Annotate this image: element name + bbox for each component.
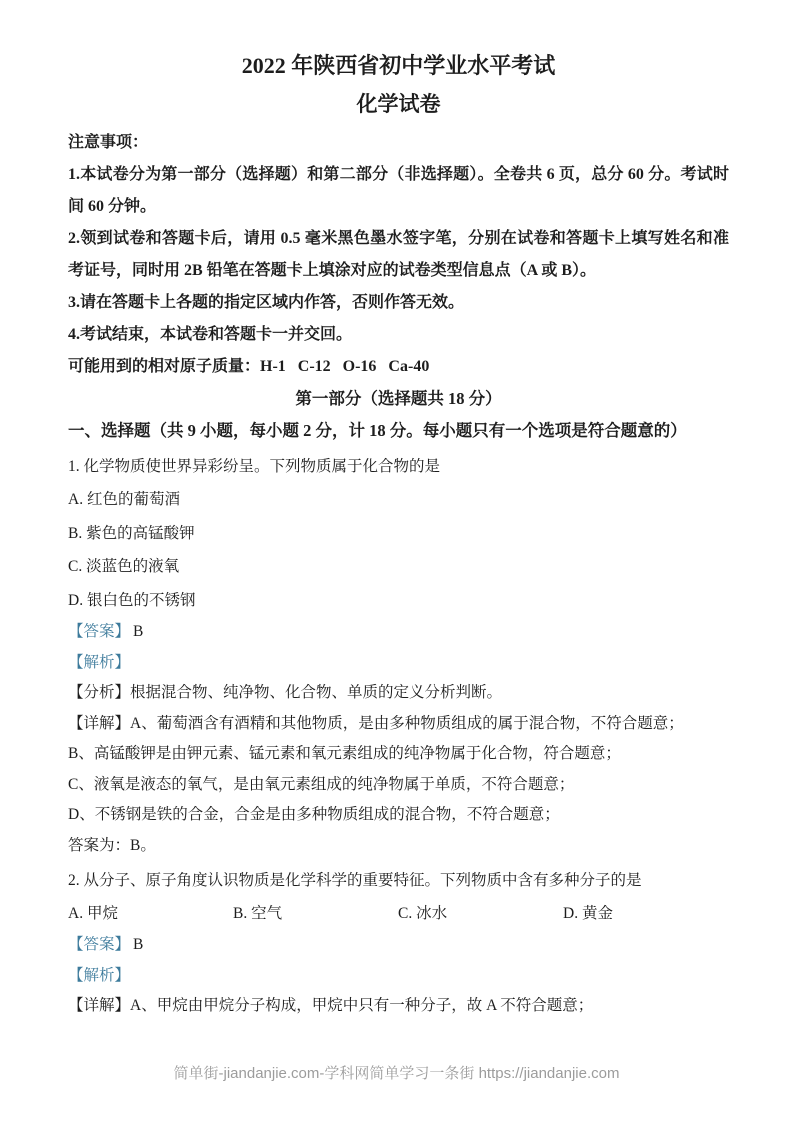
question-1-option-a: A. 红色的葡萄酒 (68, 491, 180, 508)
notice-item-2: 2.领到试卷和答题卡后，请用 0.5 毫米黑色墨水签字笔，分别在试卷和答题卡上填写姓名和准考证号，同时用 2B 铅笔在答题卡上填涂对应的试卷类型信息点（A 或 B）。 (68, 230, 729, 279)
question-2-stem: 2. 从分子、原子角度认识物质是化学科学的重要特征。下列物质中含有多种分子的是 (68, 872, 642, 889)
question-2 (68, 864, 729, 1022)
answer-label: 【答案】 (68, 936, 131, 953)
question-1-option-d: D. 银白色的不锈钢 (68, 591, 196, 609)
analysis-label: 【解析】 (68, 653, 131, 671)
atomic-masses-line: 可能用到的相对原子质量：H-1 C-12 O-16 Ca-40 (68, 358, 430, 375)
question-1-explanation-line-1: 【分析】根据混合物、纯净物、化合物、单质的定义分析判断。 (68, 684, 503, 701)
question-2-explanation-line-1: 【详解】A、甲烷由甲烷分子构成，甲烷中只有一种分子，故 A 不符合题意； (68, 997, 594, 1014)
question-1-explanation-line-3: B、高锰酸钾是由钾元素、锰元素和氧元素组成的纯净物属于化合物，符合题意； (68, 745, 621, 762)
question-2-analysis-label-line (68, 961, 729, 992)
question-2-option-b: B. 空气 (233, 905, 283, 922)
page-title: 2022 年陕西省初中学业水平考试 (241, 53, 556, 78)
question-2-option-d: D. 黄金 (563, 905, 613, 922)
question-1-stem: 1. 化学物质使世界异彩纷呈。下列物质属于化合物的是 (68, 458, 441, 475)
notice-item-3: 3.请在答题卡上各题的指定区域内作答，否则作答无效。 (68, 294, 465, 311)
site-watermark: 简单街-jiandanjie.com-学科网简单学习一条街 https://jiandanjie.com (173, 1065, 620, 1082)
question-2-answer-line (68, 930, 729, 961)
question-2-options-row (68, 897, 729, 930)
question-1-explanation-line-6: 答案为：B。 (68, 836, 156, 854)
question-1-answer-line (68, 617, 729, 648)
question-1-option-c: C. 淡蓝色的液氧 (68, 558, 180, 575)
question-1-option-b: B. 紫色的高锰酸钾 (68, 524, 195, 542)
notice-item-1: 1.本试卷分为第一部分（选择题）和第二部分（非选择题）。全卷共 6 页，总分 60 分。考试时间 60 分钟。 (68, 166, 729, 215)
analysis-label: 【解析】 (68, 966, 131, 984)
answer-label: 【答案】 (68, 623, 131, 640)
notice-heading: 注意事项： (68, 134, 149, 151)
answer-value: B (133, 623, 144, 640)
question-1-analysis-label-line (68, 648, 729, 679)
notice-item-4: 4.考试结束，本试卷和答题卡一并交回。 (68, 326, 353, 343)
question-1-explanation-line-2: 【详解】A、葡萄酒含有酒精和其他物质，是由多种物质组成的属于混合物，不符合题意； (68, 714, 684, 732)
question-1-explanation-line-4: C、液氧是液态的氧气，是由氧元素组成的纯净物属于单质，不符合题意； (68, 775, 575, 793)
page-subtitle: 化学试卷 (356, 92, 441, 116)
answer-value: B (133, 936, 144, 953)
subsection-heading: 一、选择题（共 9 小题，每小题 2 分，计 18 分。每小题只有一个选项是符合题意的） (68, 421, 687, 440)
question-1 (68, 450, 729, 861)
question-2-option-a: A. 甲烷 (68, 905, 118, 922)
question-2-option-c: C. 冰水 (398, 905, 448, 922)
part-heading: 第一部分（选择题共 18 分） (295, 389, 502, 408)
question-1-explanation-line-5: D、不锈钢是铁的合金，合金是由多种物质组成的混合物，不符合题意； (68, 806, 560, 823)
notice-section (68, 127, 729, 383)
